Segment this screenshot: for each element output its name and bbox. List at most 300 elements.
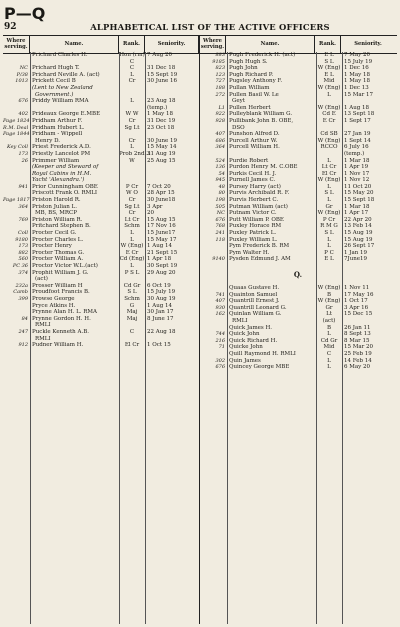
officer-name-cell: Priston Harold R.: [32, 197, 81, 204]
where-serving-cell: 118: [215, 236, 225, 243]
where-serving-cell: Page 1844: [3, 131, 30, 138]
where-serving-cell: NC: [216, 210, 225, 217]
officer-row: [200, 217, 396, 224]
officer-row: [3, 111, 199, 118]
col-name: Name.: [30, 36, 119, 53]
rank-cell: Lt Cr: [321, 164, 337, 171]
rank-cell: B: [326, 291, 332, 298]
rank-cell: Cd Gr: [123, 282, 141, 289]
officer-row: [200, 125, 396, 132]
rank-cell: W (Eng): [317, 65, 341, 72]
officer-name-cell: Prichard Charles H.: [32, 52, 88, 58]
officer-row: [3, 184, 199, 191]
where-serving-cell: [3, 164, 30, 171]
seniority-cell: 1 Aug 14: [147, 243, 173, 250]
rank-cell: W (Eng): [120, 243, 144, 250]
officer-name-cell: MB, BS, MRCP: [35, 210, 77, 217]
officer-name-cell: Pursey Harry (act): [229, 183, 281, 190]
where-serving-cell: NC: [19, 65, 28, 72]
officer-row: [200, 230, 396, 237]
officer-name-cell: Prynne Gordon H. H.: [32, 315, 91, 322]
officer-row: [200, 177, 396, 184]
officer-row: [3, 85, 199, 92]
where-serving-cell: Key Coll: [6, 144, 28, 151]
rank-cell: Cr: [128, 78, 136, 85]
officer-name-cell: Purdie Robert: [229, 157, 269, 164]
officer-name-cell: Pullen Basil W. Le: [229, 91, 279, 98]
officer-row: [200, 118, 396, 125]
where-serving-cell: L1: [218, 104, 225, 111]
where-serving-cell: [3, 177, 30, 184]
seniority-cell: 1 May 18: [344, 78, 371, 85]
officer-row: [200, 164, 396, 171]
seniority-cell: 1 Dec 13: [344, 84, 369, 91]
officer-name-cell: Pullen Herbert: [229, 104, 271, 111]
officer-name-cell: Purvis Herbert C.: [229, 197, 279, 204]
officer-row: [3, 303, 199, 310]
officer-name-cell: Pugh Hugh S.: [229, 58, 268, 65]
seniority-cell: [145, 177, 199, 184]
rank-cell: L: [130, 263, 134, 269]
where-serving-cell: [3, 322, 30, 329]
where-serving-cell: 364: [18, 203, 28, 210]
officer-row: [3, 98, 199, 105]
where-serving-cell: [3, 223, 30, 230]
seniority-cell: 1 Sept 17: [344, 117, 371, 124]
rank-cell: W (Eng): [317, 137, 341, 144]
officer-row: [3, 336, 199, 343]
officer-row: [200, 298, 396, 305]
rank-cell: W W: [125, 111, 139, 118]
officer-name-cell: Quaas Gustave H.: [229, 285, 280, 291]
officer-name-cell: RMLI: [232, 317, 248, 324]
where-serving-cell: 9180: [15, 236, 28, 243]
officer-name-cell: Priston Julian L.: [32, 203, 77, 210]
officer-row: [3, 92, 199, 99]
rank-cell: Prob 2ndLt: [119, 150, 151, 157]
officer-name-cell: Pudner William H.: [32, 342, 84, 349]
seniority-cell: [145, 276, 199, 283]
officer-name-cell: DSO: [232, 124, 245, 131]
officer-name-cell: Quantrill Ernest J.: [229, 298, 280, 305]
rank-cell: P S L: [124, 269, 140, 276]
seniority-cell: 23 Aug 18: [147, 98, 176, 105]
rank-cell: [316, 98, 342, 105]
officer-name-cell: RMLI: [35, 322, 51, 329]
rank-cell: (act): [322, 317, 336, 324]
seniority-cell: 17 May 16: [344, 291, 374, 298]
rank-cell: W (Eng): [317, 177, 341, 184]
where-serving-cell: [200, 125, 227, 132]
where-serving-cell: [3, 85, 30, 92]
officer-row: [200, 331, 396, 338]
where-serving-cell: Coll: [17, 230, 28, 237]
officer-row: [200, 65, 396, 72]
where-serving-cell: 505: [215, 203, 225, 210]
seniority-cell: 8 Sept 13: [344, 331, 371, 338]
officer-name-cell: Proctor Victor W.L.(act): [32, 263, 98, 269]
col-where-serving: Where serving.: [3, 36, 30, 53]
where-serving-cell: 84: [21, 315, 28, 322]
seniority-cell: 26 Sept 17: [344, 243, 375, 250]
seniority-cell: 15 Aug 15: [147, 216, 176, 223]
rank-cell: R M G: [320, 223, 338, 230]
where-serving-cell: 769: [18, 216, 28, 223]
rank-cell: Schm: [124, 223, 140, 230]
rank-cell: [119, 322, 145, 329]
rank-cell: C: [129, 328, 135, 335]
officer-row: [200, 292, 396, 299]
seniority-cell: [145, 336, 199, 343]
officer-row: [200, 237, 396, 244]
officer-row: [200, 72, 396, 79]
where-serving-cell: [3, 105, 30, 112]
rank-cell: L: [130, 98, 134, 105]
officer-name-cell: Quainton Samuel: [229, 291, 278, 298]
rank-cell: C: [326, 350, 332, 357]
seniority-cell: 15 Mar 17: [344, 91, 374, 98]
where-serving-cell: [200, 351, 227, 358]
officer-name-cell: Priestly Lancelot PM: [32, 150, 91, 157]
officer-row: [200, 59, 396, 66]
officer-name-cell: Priddy William RMA: [32, 98, 89, 105]
rank-cell: L: [327, 243, 331, 250]
officer-row: [200, 250, 396, 257]
rank-cell: E L: [324, 256, 334, 263]
officer-name-cell: Quincey George MBE: [229, 364, 290, 371]
seniority-cell: 15 June17: [147, 230, 176, 237]
rank-cell: [316, 125, 342, 132]
where-serving-cell: P/38: [16, 71, 28, 78]
where-serving-cell: 216: [215, 337, 225, 344]
seniority-cell: 1 Mar 18: [344, 157, 370, 164]
where-serving-cell: 241: [215, 230, 225, 237]
seniority-cell: 15 Sept 19: [147, 71, 178, 78]
rank-cell: Cd (Eng): [119, 256, 145, 263]
officer-name-cell: Purvis Archibald R. F.: [229, 190, 290, 197]
where-serving-cell: 407: [215, 298, 225, 305]
officer-name-cell: (Lent to New Zealand: [32, 84, 93, 91]
officer-row: [200, 256, 396, 263]
officer-name-cell: Pryce Atkins H.: [32, 302, 76, 309]
rank-cell: W (Eng): [317, 84, 341, 91]
officer-name-cell: Quin James: [229, 357, 261, 364]
officer-name-cell: Pridham - Wippell: [32, 131, 83, 138]
where-serving-cell: 727: [215, 78, 225, 85]
rank-cell: Gr: [325, 304, 333, 311]
where-serving-cell: 247: [18, 328, 28, 335]
officer-row: [3, 342, 199, 349]
officer-name-cell: (act): [35, 276, 48, 283]
officer-row: [3, 237, 199, 244]
officer-name-cell: Pulleyblank William G.: [229, 111, 293, 118]
where-serving-cell: 1013: [15, 78, 28, 85]
where-serving-cell: [3, 303, 30, 310]
officer-name-cell: Putnam Victor C.: [229, 210, 277, 217]
seniority-cell: 13 Feb 14: [344, 223, 372, 230]
rank-cell: E Cr: [322, 117, 336, 124]
officer-row: [200, 190, 396, 197]
where-serving-cell: 48: [218, 183, 225, 190]
seniority-cell: [342, 318, 396, 325]
seniority-cell: 7 Aug 20: [147, 52, 173, 58]
seniority-cell: 6 May 20: [344, 364, 371, 371]
rank-cell: P C: [324, 249, 334, 256]
officer-row: [200, 158, 396, 165]
seniority-cell: 1 May 18: [147, 111, 174, 118]
where-serving-cell: 173: [18, 150, 28, 157]
officer-row: [3, 138, 199, 145]
rank-cell: Cr: [128, 210, 136, 217]
rank-cell: E L: [324, 52, 334, 58]
rank-cell: [119, 276, 145, 283]
officer-row: [200, 223, 396, 230]
rank-cell: L: [327, 331, 331, 338]
where-serving-cell: 676: [215, 216, 225, 223]
where-serving-cell: 162: [215, 311, 225, 318]
where-serving-cell: [3, 171, 30, 178]
where-serving-cell: 928: [215, 117, 225, 124]
officer-row: [200, 204, 396, 211]
seniority-cell: 1 Nov 11: [344, 285, 370, 291]
rank-cell: L: [327, 364, 331, 371]
rank-cell: L: [327, 91, 331, 98]
seniority-cell: 26 Jan 11: [344, 324, 371, 331]
where-serving-cell: 676: [215, 364, 225, 371]
where-serving-cell: 272: [215, 91, 225, 98]
where-serving-cell: 26: [21, 157, 28, 164]
officer-name-cell: (Keeper and Steward of: [32, 164, 99, 171]
where-serving-cell: Page 1824: [3, 117, 30, 124]
seniority-cell: 15 May 14: [147, 144, 177, 151]
where-serving-cell: 71: [218, 344, 225, 351]
officer-row: [3, 177, 199, 184]
rank-cell: El Cr: [124, 342, 140, 349]
seniority-cell: [145, 131, 199, 138]
officer-row: [3, 217, 199, 224]
seniority-cell: 23 Oct 18: [147, 124, 175, 131]
officer-name-cell: Procter Henry: [32, 243, 72, 250]
seniority-cell: [145, 164, 199, 171]
seniority-cell: 22 Aug 18: [147, 328, 176, 335]
seniority-cell: 25 Aug 15: [147, 157, 176, 164]
officer-row: [3, 52, 199, 59]
rank-cell: W (Eng): [317, 210, 341, 217]
officer-name-cell: [227, 151, 316, 158]
rank-cell: [119, 105, 145, 112]
rank-cell: W: [129, 157, 135, 164]
where-serving-cell: 823: [215, 65, 225, 72]
seniority-cell: 1 Nov 17: [344, 170, 370, 177]
officer-name-cell: Pysden Edmund J. AM: [229, 256, 291, 263]
officer-name-cell: Royal Cabins in H.M.: [32, 170, 92, 177]
seniority-cell: 25 Feb 19: [344, 350, 372, 357]
seniority-cell: 31 Dec 19: [147, 117, 176, 124]
officer-row: [200, 184, 396, 191]
where-serving-cell: 136: [215, 164, 225, 171]
rank-cell: Cr: [128, 137, 136, 144]
officer-row: [200, 364, 396, 371]
rank-cell: Cd Gr: [320, 337, 338, 344]
seniority-cell: [145, 59, 199, 66]
where-serving-cell: [3, 138, 30, 145]
seniority-cell: 1 Apr 18: [147, 256, 172, 263]
where-serving-cell: 374: [18, 269, 28, 276]
officer-row: [200, 210, 396, 217]
officer-name-cell: Quicke John: [229, 344, 263, 351]
seniority-cell: (temp.): [147, 104, 168, 111]
rank-cell: [119, 131, 145, 138]
rank-cell: [119, 177, 145, 184]
where-serving-cell: [3, 210, 30, 217]
officer-name-cell: Puckle Kenneth A.B.: [32, 328, 89, 335]
officer-name-cell: Quick Richard H.: [229, 337, 278, 344]
officer-row: [3, 118, 199, 125]
rank-cell: [119, 85, 145, 92]
officer-row: [200, 318, 396, 325]
rank-cell: E Cr: [125, 249, 139, 256]
officer-row: [3, 263, 199, 270]
seniority-cell: 21 Sept 15: [147, 249, 178, 256]
officer-row: [3, 230, 199, 237]
where-serving-cell: 198: [215, 197, 225, 204]
seniority-cell: 27 Jan 19: [344, 131, 371, 138]
officer-row: [3, 223, 199, 230]
officer-name-cell: Puxley Horace RM: [229, 223, 282, 230]
rank-cell: W (Eng): [317, 104, 341, 111]
officer-row: [200, 197, 396, 204]
officer-row: [3, 210, 199, 217]
officer-row: [200, 92, 396, 99]
where-serving-cell: 402: [18, 111, 28, 118]
right-column: [200, 52, 396, 624]
seniority-cell: 1 Mar 18: [344, 203, 370, 210]
rank-cell: Lt Cr: [124, 216, 140, 223]
officer-row: [3, 296, 199, 303]
officer-row: [200, 311, 396, 318]
where-serving-cell: 9185: [212, 58, 225, 65]
seniority-cell: 3 Apr 16: [344, 304, 369, 311]
officer-row: [3, 190, 199, 197]
col-seniority: Seniority.: [145, 36, 199, 53]
rank-cell: L: [327, 197, 331, 204]
where-serving-cell: 676: [18, 98, 28, 105]
where-serving-cell: 54: [218, 170, 225, 177]
section-letters: P—Q: [4, 4, 46, 23]
where-serving-cell: [3, 59, 30, 66]
officer-row: [200, 338, 396, 345]
where-serving-cell: 912: [18, 342, 28, 349]
officer-row: [200, 85, 396, 92]
officer-name-cell: Pugsley Anthony F.: [229, 78, 283, 85]
officer-row: [3, 283, 199, 290]
rank-cell: S L: [324, 58, 334, 65]
seniority-cell: 30 Aug 19: [147, 295, 176, 302]
officer-row: [200, 285, 396, 292]
officer-name-cell: Prior Cunningham OBE: [32, 183, 98, 190]
officer-row: [3, 322, 199, 329]
where-serving-cell: 407: [215, 131, 225, 138]
officer-name-cell: Henry D.: [35, 137, 61, 144]
seniority-cell: 1 Jan 19: [344, 249, 368, 256]
rank-cell: S L: [324, 230, 334, 237]
officer-name-cell: Pritchard Stephen B.: [32, 223, 91, 230]
officer-row: [3, 72, 199, 79]
rank-cell: El Cr: [321, 170, 337, 177]
officer-name-cell: Prophit William J. G.: [32, 269, 89, 276]
rank-cell: Maj: [126, 309, 138, 316]
seniority-cell: 15 Mar 20: [344, 344, 374, 351]
officer-name-cell: Procter William A.: [32, 256, 84, 263]
rank-cell: Cd E: [322, 111, 336, 118]
where-serving-cell: [3, 52, 30, 59]
col-rank: Rank.: [119, 36, 145, 53]
officer-row: [200, 344, 396, 351]
rank-cell: L: [327, 357, 331, 364]
where-serving-cell: 941: [18, 183, 28, 190]
seniority-cell: 22 Apr 20: [344, 216, 372, 223]
section-heading-q: Q.: [293, 270, 303, 279]
officer-row: [200, 52, 396, 59]
officer-name-cell: [30, 105, 119, 112]
officer-row: [200, 243, 396, 250]
where-serving-cell: [3, 92, 30, 99]
where-serving-cell: 945: [215, 177, 225, 184]
officer-row: [200, 171, 396, 178]
officer-row: [3, 329, 199, 336]
seniority-cell: 15 July 19: [344, 58, 373, 65]
where-serving-cell: Camb: [13, 289, 28, 296]
rank-cell: Cd SB: [320, 131, 338, 138]
officer-name-cell: Proudfoot Francis B.: [32, 289, 90, 296]
seniority-cell: 1 Oct 15: [147, 342, 171, 349]
rank-cell: P Cr: [322, 216, 336, 223]
officer-row: [3, 164, 199, 171]
seniority-cell: 20: [147, 210, 154, 217]
rank-cell: [316, 151, 342, 158]
officer-row: [200, 351, 396, 358]
rank-cell: Maj: [126, 315, 138, 322]
rank-cell: W (Eng): [317, 285, 341, 291]
officer-name-cell: Purcell William H.: [229, 144, 280, 151]
officer-row: [200, 325, 396, 332]
officer-name-cell: RMLI: [35, 335, 51, 342]
officer-name-cell: Purcell Arthur W.: [229, 137, 278, 144]
officer-row: [200, 131, 396, 138]
seniority-cell: [342, 125, 396, 132]
officer-name-cell: Geyt: [232, 98, 245, 105]
seniority-cell: 30 Sept 19: [147, 263, 178, 269]
where-serving-cell: Page 1817: [3, 197, 30, 204]
where-serving-cell: [3, 190, 30, 197]
seniority-cell: (temp.): [344, 150, 365, 157]
officer-name-cell: Primmer William: [32, 157, 80, 164]
officer-row: [3, 151, 199, 158]
rank-cell: L: [327, 183, 331, 190]
seniority-cell: 15 Aug 19: [344, 236, 373, 243]
rank-cell: Mid: [323, 344, 335, 351]
rank-cell: L: [130, 236, 134, 243]
where-serving-cell: 686: [215, 137, 225, 144]
seniority-cell: [145, 92, 199, 99]
officer-name-cell: Priest Frederick A.D.: [32, 144, 91, 151]
rank-cell: L: [130, 71, 134, 78]
where-serving-cell: [200, 151, 227, 158]
officer-name-cell: Punshon Alfred D.: [229, 131, 280, 138]
seniority-cell: 31 Dec 18: [147, 65, 176, 72]
seniority-cell: 17 Nov 16: [147, 223, 176, 230]
seniority-cell: 1 Sept 14: [344, 137, 371, 144]
